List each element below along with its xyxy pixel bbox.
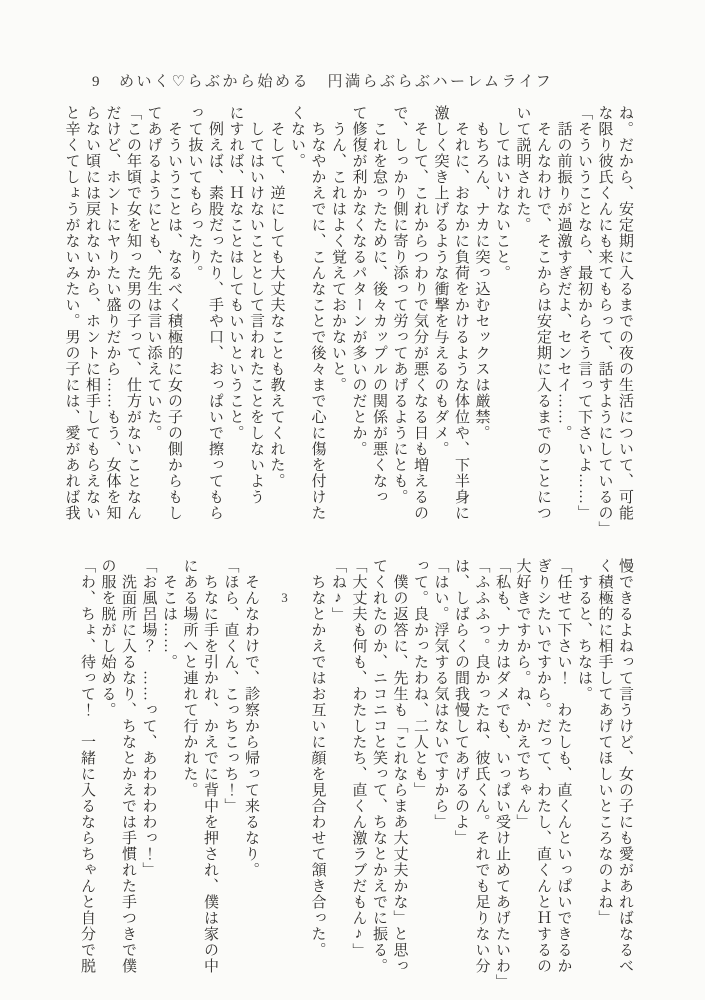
text-column: してはいけないこととして言われたことをしないよう: [248, 105, 264, 505]
text-column: ね。だから、安定期に入るまでの夜の生活について、可能: [617, 105, 633, 521]
text-column: 洗面所に入るなり、ちなとかえでは手慣れた手つきで僕: [120, 558, 136, 974]
section-number: 3: [277, 590, 292, 605]
text-column: 「この年頃で女を知った男の子って、仕方がないことなん: [125, 105, 141, 521]
text-column: 「ふふふっ。良かったね、彼氏くん。それでも足りない分: [473, 558, 490, 974]
text-column: 話の前振りが過激すぎだよ、センセイ……。: [555, 105, 572, 441]
text-column: にある場所へと連れて行かれた。: [181, 558, 198, 798]
text-column: そして、逆にしても大丈夫なことも教えてくれた。: [268, 105, 285, 489]
text-column: そういうことは、なるべく積極的に女の子の側からもし: [166, 105, 182, 521]
text-column: そんなわけで、そこからは安定期に入るまでのことにつ: [535, 105, 551, 521]
text-column: で、しっかり側に寄り添って労ってあげるようにとも。: [391, 105, 408, 505]
text-column: 「わ、ちょ、待って！ 一緒に入るならちゃんと自分で脱: [79, 558, 95, 974]
text-column: してはいけないこと。: [494, 105, 510, 281]
text-column: これを怠ったために、後々カップルの関係が悪くなっ: [371, 105, 387, 505]
text-column: 僕の返答に、先生も「これならまあ大丈夫かな」と思っ: [391, 558, 408, 974]
text-column: 大好きですから。ね、かえでちゃん」: [514, 558, 531, 830]
text-column: 「はい。浮気する気はないですから」: [432, 558, 449, 830]
text-column: そこは……。: [161, 558, 177, 670]
text-column: 例えば、素股だったり、手や口、おっぱいで擦ってもら: [207, 105, 223, 521]
text-column: もちろん、ナカに突っ込むセックスは厳禁。: [473, 105, 490, 441]
text-column: の服を脱がし始める。: [99, 558, 116, 718]
text-column: くない。: [289, 105, 305, 169]
text-column: ちなやかえでに、こんなことで後々まで心に傷を付けた: [309, 105, 326, 521]
book-title: めいく♡らぶから始める 円満らぶらぶハーレムライフ: [119, 74, 554, 90]
text-column: な限り彼氏くんにも来てもらって、話すようにしているの」: [596, 105, 613, 537]
text-column: 「大丈夫も何も、わたしたち、直くん激ラブだもん♪」: [350, 558, 367, 959]
text-column: そんなわけで、診察から帰って来るなり。: [243, 558, 259, 878]
text-column: 「私も、ナカはダメでも、いっぱい受け止めてあげたいわ」: [494, 558, 510, 990]
text-column: 激しく突き上げるような衝撃を与えるのもダメ。: [432, 105, 449, 457]
text-column: 慢できるよねって言うけど、女の子にも愛があればなるべ: [617, 558, 633, 974]
text-column: すると、ちなは。: [576, 558, 592, 702]
text-column: 「お風呂場？ ……って、あわわわわっ！」: [140, 558, 157, 878]
page-header: [92, 70, 553, 91]
text-column: って。良かったわね、二人とも」: [412, 558, 428, 798]
text-column: てあげるようにとも、先生は言い添えていた。: [145, 105, 162, 441]
text-column: 「ほら、直くん、こっちこっち！」: [222, 558, 239, 814]
text-column: と辛くてしょうがないみたい。男の子には、愛があれば我: [63, 105, 80, 521]
text-column: く積極的に相手してあげてほしいところなのよね」: [596, 558, 613, 926]
text-column: らない頃には戻れないから、ホントに相手してもらえない: [84, 105, 100, 521]
text-column: は、しばらくの間我慢してあげるのよ」: [453, 558, 469, 846]
text-column: 「ね♪」: [330, 558, 346, 623]
text-column: 「そういうことなら、最初からそう言って下さいよ……」: [576, 105, 592, 521]
text-column: うん、これはよく覚えておかないと。: [330, 105, 346, 393]
text-column: にすれば、Ｈなことはしてもいいということ。: [227, 105, 244, 441]
text-column: ぎりシたいですから。だって、わたし、直くんとＨするの: [535, 558, 551, 974]
text-column: だけど、ホントにヤりたい盛りだから……もう、女体を知: [104, 105, 121, 521]
bottom-text-block: [77, 558, 636, 992]
section-break: [261, 558, 307, 992]
text-column: ちなとかえではお互いに顔を見合わせて頷き合った。: [309, 558, 326, 958]
text-column: ちなに手を引かれ、かえでに背中を押され、僕は家の中: [202, 558, 218, 974]
text-column: それに、おなかに負荷をかけるような体位や、下半身に: [453, 105, 469, 521]
text-column: いて説明された。: [514, 105, 531, 233]
text-column: 「任せて下さい！ わたしも、直くんといっぱいできるか: [555, 558, 572, 974]
text-column: てくれたのか、ニコニコと笑って、ちなとかえでに振る。: [371, 558, 387, 974]
top-text-block: [61, 105, 635, 539]
page-number: 9: [92, 74, 102, 90]
text-column: そして、これからつわりで気分が悪くなる日も増えるの: [412, 105, 428, 521]
text-column: て修復が利かなくなるパターンが多いのだとか。: [350, 105, 367, 457]
text-column: って抜いてもらったり。: [186, 105, 203, 281]
